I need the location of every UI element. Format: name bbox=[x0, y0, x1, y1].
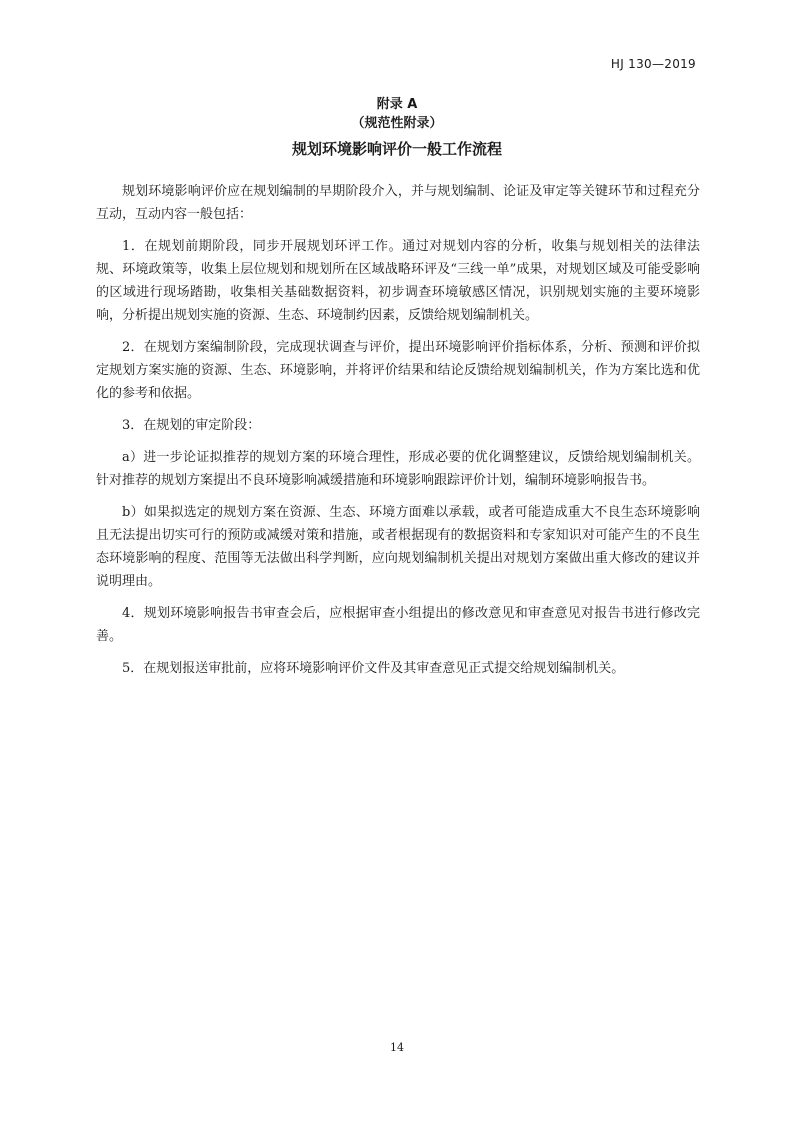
body-text bbox=[96, 180, 700, 689]
intro-paragraph: 规划环境影响评价应在规划编制的早期阶段介入，并与规划编制、论证及审定等关键环节和过程充分互动，互动内容一般包括： bbox=[96, 184, 700, 222]
annex-title: 规划环境影响评价一般工作流程 bbox=[291, 140, 502, 158]
standard-code: HJ 130—2019 bbox=[610, 57, 696, 71]
annex-label: 附录 A bbox=[376, 97, 418, 112]
item-2-paragraph: 2．在规划方案编制阶段，完成现状调查与评价，提出环境影响评价指标体系，分析、预测和评价拟定规划方案实施的资源、生态、环境影响，并将评价结果和结论反馈给规划编制机关，作为方案比选和优化的参考和依据。 bbox=[96, 340, 700, 401]
annex-heading bbox=[0, 96, 794, 162]
annex-type: （规范性附录） bbox=[351, 116, 443, 131]
item-3b-paragraph: b）如果拟选定的规划方案在资源、生态、环境方面难以承载，或者可能造成重大不良生态环境影响且无法提出切实可行的预防或减缓对策和措施，或者根据现有的数据资料和专家知识对可能产生的不良生态环境影响的程度、范围等无法做出科学判断，应向规划编制机关提出对规划方案做出重大修改的建议并说明理由。 bbox=[96, 505, 700, 589]
item-5-paragraph: 5．在规划报送审批前，应将环境影响评价文件及其审查意见正式提交给规划编制机关。 bbox=[122, 661, 625, 676]
item-1-paragraph: 1．在规划前期阶段，同步开展规划环评工作。通过对规划内容的分析，收集与规划相关的法律法规、环境政策等，收集上层位规划和规划所在区域战略环评及“三线一单”成果，对规划区域及可能受影响的区域进行现场踏勘，收集相关基础数据资料，初步调查环境敏感区情况，识别规划实施的主要环境影响，分析提出规划实施的资源、生态、环境制约因素，反馈给规划编制机关。 bbox=[96, 239, 700, 323]
item-3-paragraph: 3．在规划的审定阶段： bbox=[122, 418, 261, 433]
page-number: 14 bbox=[390, 1041, 404, 1054]
item-3a-paragraph: a）进一步论证拟推荐的规划方案的环境合理性，形成必要的优化调整建议，反馈给规划编制机关。针对推荐的规划方案提出不良环境影响减缓措施和环境影响跟踪评价计划，编制环境影响报告书。 bbox=[96, 450, 700, 488]
item-4-paragraph: 4．规划环境影响报告书审查会后，应根据审查小组提出的修改意见和审查意见对报告书进行修改完善。 bbox=[96, 606, 700, 644]
